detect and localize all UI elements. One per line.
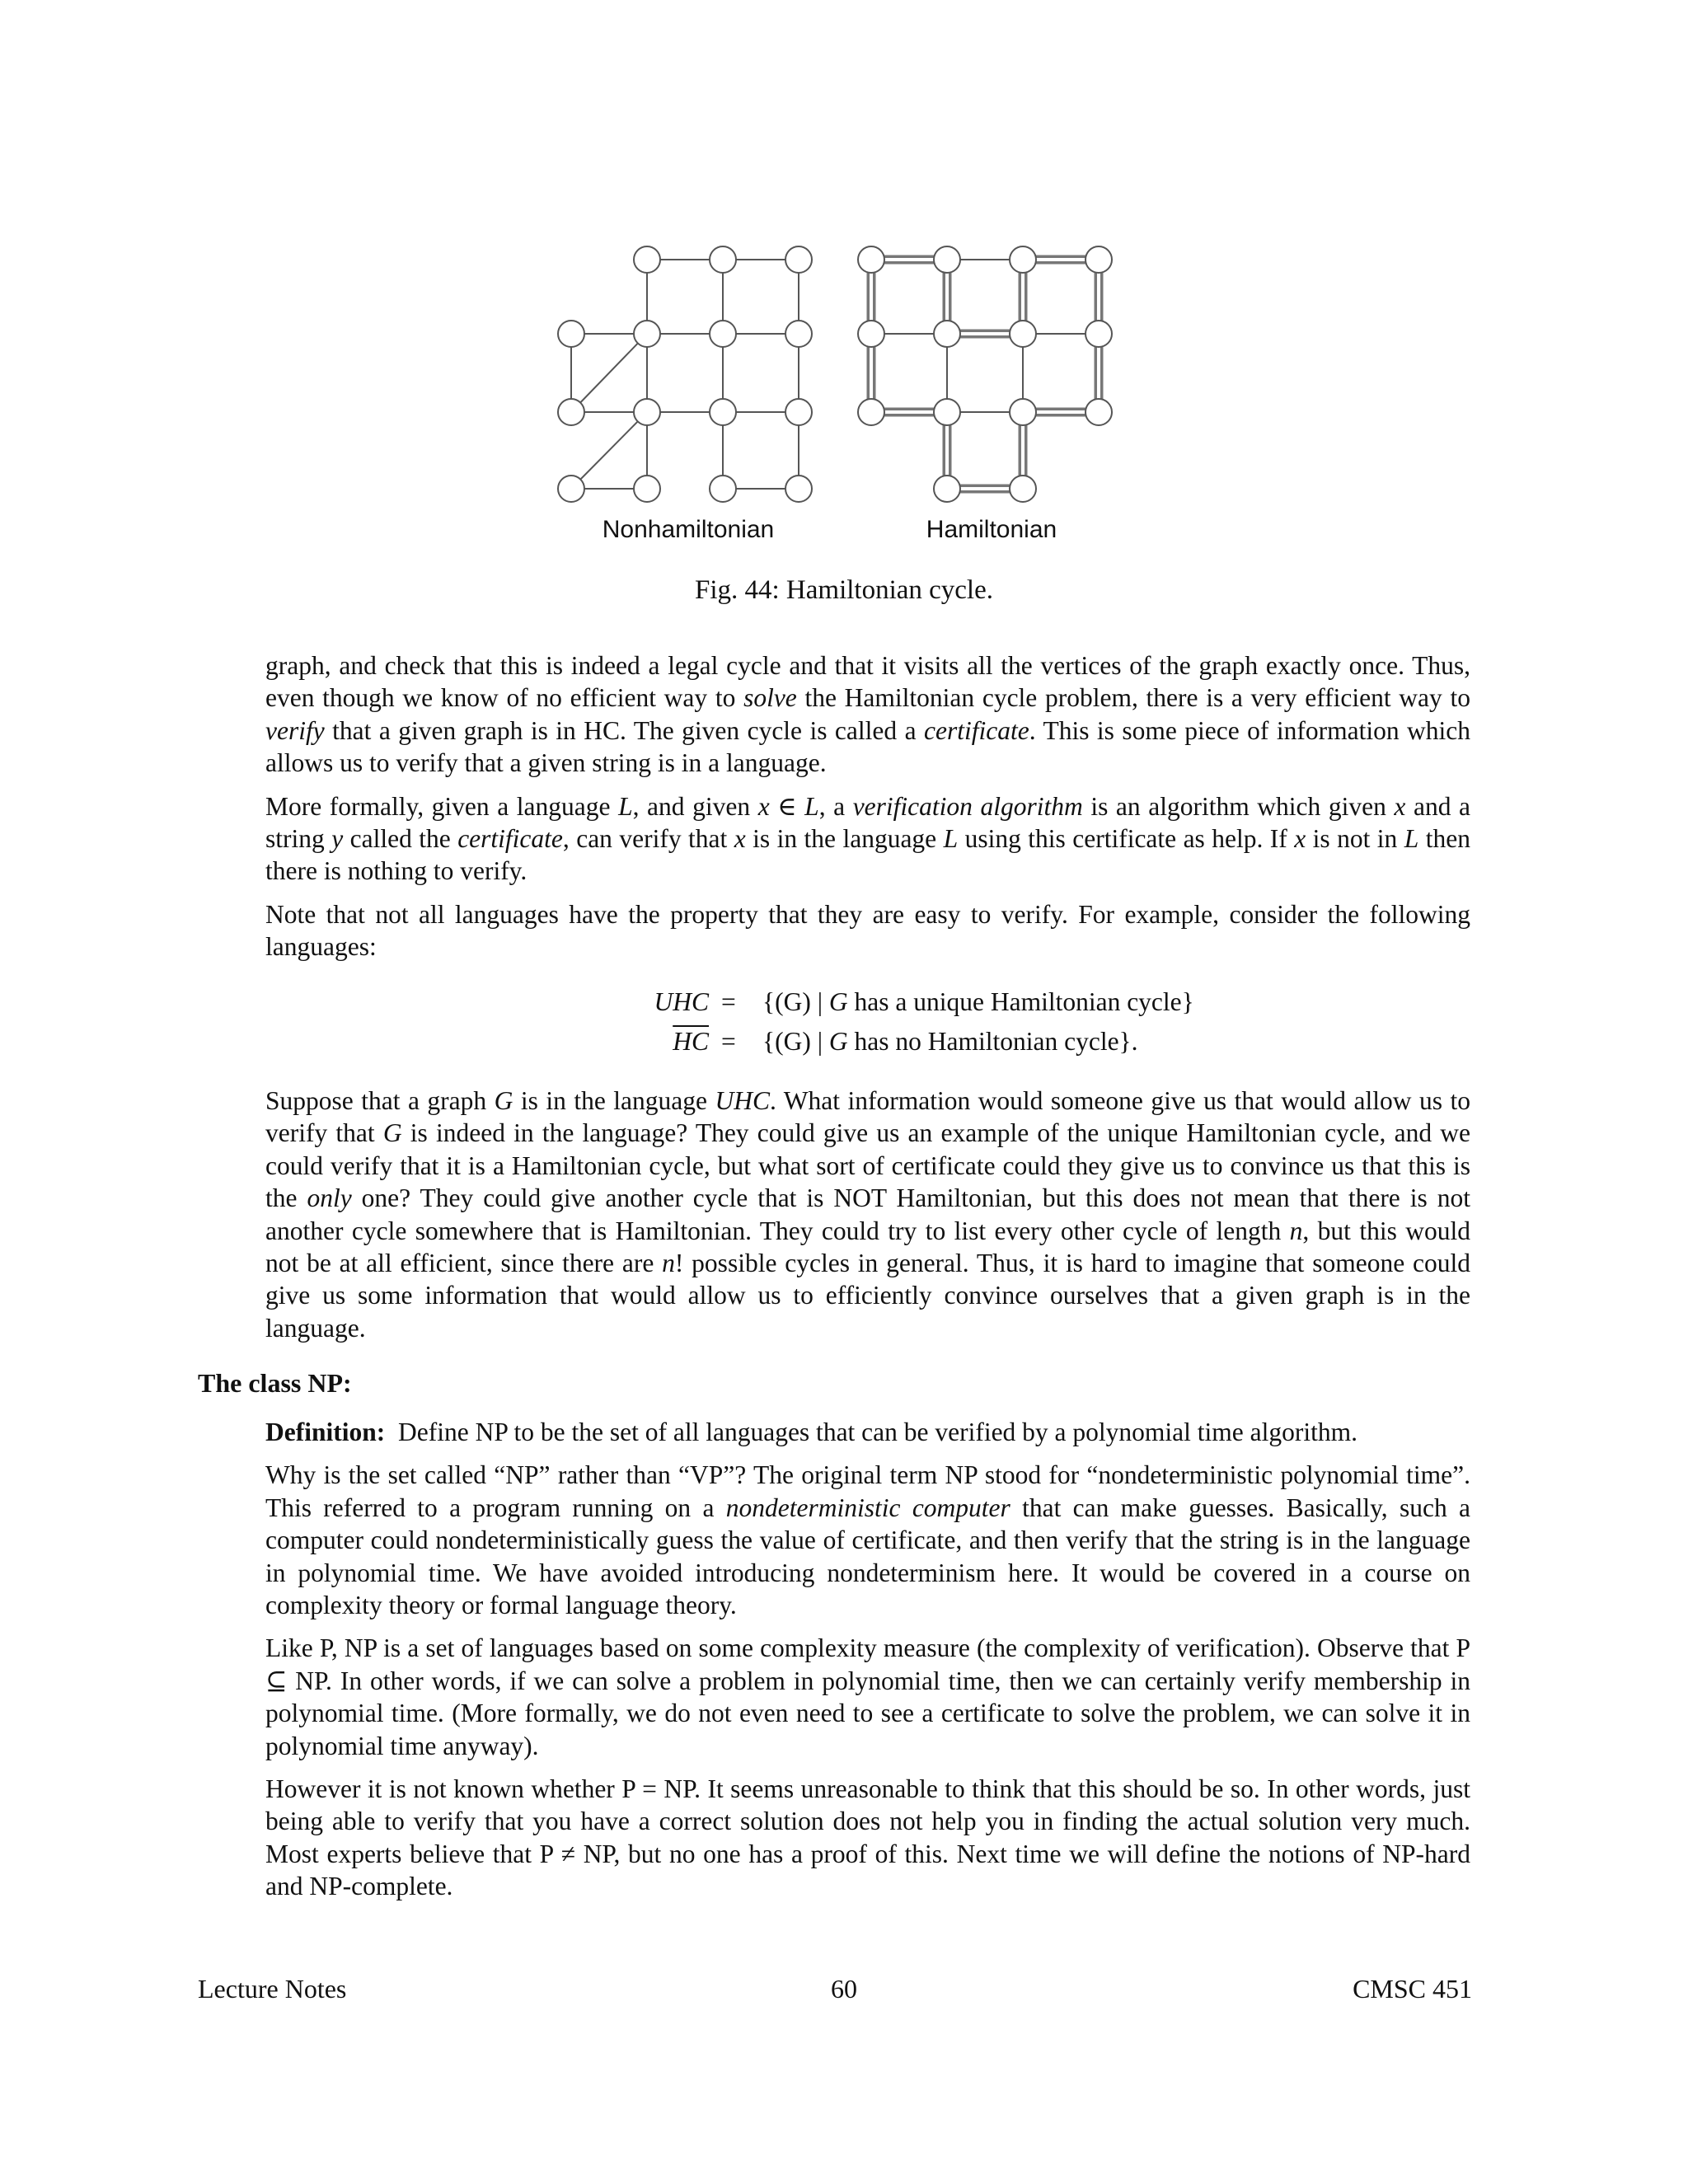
paragraph-3: Note that not all languages have the property that they are easy to verify. For example, consider the following languages: <box>265 899 1470 962</box>
hamiltonian-cycle-path <box>871 260 1099 489</box>
paragraph-6: Like P, NP is a set of languages based on some complexity measure (the complexity of verification). Observe that P ⊆ NP. In other words, if we can solve a problem in polynomial time, then we can certainly verify membership in polynomial time. (More formally, we do not even need to see a certificate to solve the problem, we can solve it in polynomial time anyway). <box>265 1633 1470 1760</box>
figure-caption: Fig. 44: Hamiltonian cycle. <box>694 575 994 605</box>
definition: Definition: Define NP to be the set of all languages that can be verified by a polynomial time algorithm. <box>265 1418 1357 1446</box>
section-heading: The class NP: <box>198 1368 352 1398</box>
graph-diagram <box>544 235 1146 552</box>
paragraph-7: However it is not known whether P = NP. It seems unreasonable to think that this should be so. In other words, just being able to verify that you have a correct solution does not help you in finding the actual solution very much. Most experts believe that P ≠ NP, but no one has a proof of this. Next time we will define the notions of NP-hard and NP-complete. <box>265 1774 1470 1901</box>
body-text-top <box>265 649 1470 974</box>
paragraph-4: Suppose that a graph G is in the language UHC. What information would someone give us that would allow us to verify that G is indeed in the language? They could give us an example of the unique Hamiltonian cycle, and we could verify that it is a Hamiltonian cycle, but what sort of certificate could they give us to convince us that this is the only one? They could give another cycle that is NOT Hamiltonian, but this does not mean that there is not another cycle somewhere that is Hamiltonian. They could try to list every other cycle of length n, but this would not be at all efficient, since there are n! possible cycles in general. Thus, it is hard to imagine that someone could give us some information that would allow us to efficiently convince ourselves that a given graph is in the language. <box>265 1086 1471 1343</box>
page-number: 60 <box>831 1974 857 2004</box>
paragraph-5: Why is the set called “NP” rather than “VP”? The original term NP stood for “nondeterministic polynomial time”. This referred to a program running on a nondeterministic computer that can make guesses. Basically, such a computer could nondeterministically guess the value of certificate, and then verify that the string is in the language in polynomial time. We have avoided introducing nondeterminism here. It would be covered in a course on complexity theory or formal language theory. <box>265 1460 1470 1620</box>
footer-left: Lecture Notes <box>198 1974 347 2004</box>
nonhamiltonian-graph <box>571 260 799 489</box>
paragraph-1: graph, and check that this is indeed a legal cycle and that it visits all the vertices of the graph exactly once. Thus, even though we know of no efficient way to solve the Hamiltonian cycle problem, there is a very efficient way to verify that a given graph is in HC. The given cycle is called a certificate. This is some piece of information which allows us to verify that a given string is in a language. <box>265 651 1470 778</box>
hamiltonian-cycle-inner <box>871 260 1099 489</box>
label-nonhamiltonian: Nonhamiltonian <box>602 516 775 543</box>
display-equations <box>544 982 1220 1062</box>
hamiltonian-vertices <box>858 246 1112 502</box>
hamiltonian-figure <box>544 235 1146 552</box>
hamiltonian-graph-edges <box>871 260 1099 489</box>
label-hamiltonian: Hamiltonian <box>926 516 1057 543</box>
equation-hc-complement: $\overline{HC}$ = {(G) | G has no Hamiltonian cycle}. <box>673 1027 1138 1056</box>
body-text-bottom <box>265 1416 1470 1914</box>
paragraph-2: More formally, given a language L, and given x ∈ L, a verification algorithm is an algorithm which given x and a string y called the certificate, can verify that x is in the language L using this certificate as help. If x is not in L then there is nothing to verify. <box>265 791 1471 886</box>
footer-right: CMSC 451 <box>1353 1974 1472 2004</box>
equation-uhc: UHC = {(G) | G has a unique Hamiltonian cycle} <box>654 987 1194 1016</box>
